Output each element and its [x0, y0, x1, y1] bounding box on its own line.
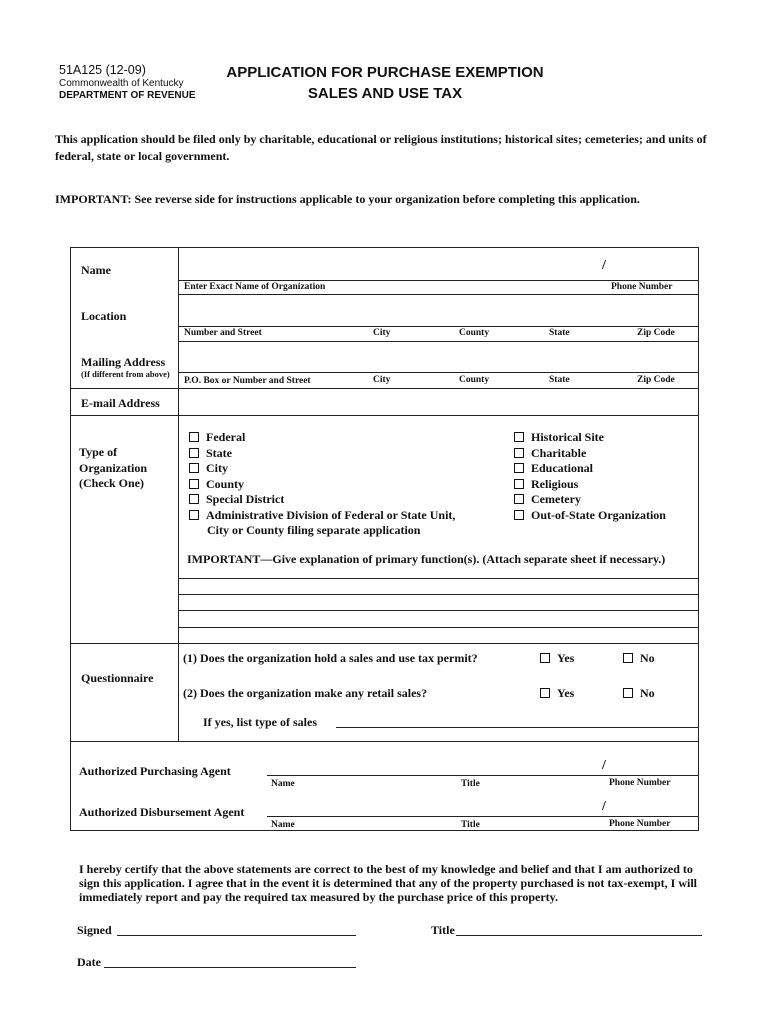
option-historical-site[interactable]: Historical Site	[514, 430, 666, 446]
phone-slash: /	[602, 258, 606, 273]
checkbox[interactable]	[514, 448, 524, 458]
checkbox[interactable]	[514, 479, 524, 489]
explanation-line[interactable]	[179, 627, 699, 628]
disbursement-name-caption: Name	[271, 820, 295, 830]
signature-title-label: Title	[431, 923, 455, 937]
explanation-line[interactable]	[179, 610, 699, 611]
phone-caption: Phone Number	[611, 282, 673, 292]
option-administrative-division-cont: City or County filing separate application	[207, 523, 421, 537]
option-out-of-state[interactable]: Out-of-State Organization	[514, 508, 666, 524]
q1-no[interactable]: No	[623, 651, 655, 667]
date-line[interactable]	[104, 967, 356, 968]
location-label: Location	[81, 309, 127, 323]
checkbox[interactable]	[623, 653, 633, 663]
signature-title-line[interactable]	[456, 935, 702, 936]
location-field[interactable]	[180, 296, 697, 325]
location-county-caption: County	[459, 328, 490, 338]
retail-sales-followup: If yes, list type of sales	[203, 715, 317, 729]
checkbox[interactable]	[189, 463, 199, 473]
purchasing-name-caption: Name	[271, 779, 295, 789]
mailing-field[interactable]	[180, 343, 697, 371]
checkbox[interactable]	[540, 688, 550, 698]
q2-no[interactable]: No	[623, 686, 655, 702]
option-special-district[interactable]: Special District	[189, 492, 455, 508]
mailing-state-caption: State	[549, 375, 570, 385]
important-notice: IMPORTANT: See reverse side for instructions applicable to your organization before completing this application.	[55, 192, 640, 206]
checkbox[interactable]	[514, 494, 524, 504]
q1-yes[interactable]: Yes	[540, 651, 574, 667]
location-state-caption: State	[549, 328, 570, 338]
divider	[70, 643, 699, 644]
location-street-caption: Number and Street	[184, 328, 262, 338]
q2-yes[interactable]: Yes	[540, 686, 574, 702]
form-title-line2: SALES AND USE TAX	[307, 85, 463, 102]
location-city-caption: City	[373, 328, 391, 338]
option-administrative-division[interactable]: Administrative Division of Federal or State Unit,	[189, 508, 455, 524]
org-name-field[interactable]	[180, 249, 697, 279]
option-cemetery[interactable]: Cemetery	[514, 492, 666, 508]
question-2: (2) Does the organization make any retail sales?	[183, 686, 428, 700]
checkbox[interactable]	[514, 432, 524, 442]
org-name-caption: Enter Exact Name of Organization	[184, 282, 326, 292]
checkbox[interactable]	[189, 494, 199, 504]
purchasing-phone-caption: Phone Number	[609, 778, 671, 788]
phone-slash: /	[602, 799, 606, 814]
questionnaire-label: Questionnaire	[81, 671, 154, 685]
divider	[70, 415, 699, 416]
explanation-line[interactable]	[179, 594, 699, 595]
disbursement-phone-caption: Phone Number	[609, 819, 671, 829]
checkbox[interactable]	[540, 653, 550, 663]
column-divider	[178, 247, 179, 741]
form-title-line1: APPLICATION FOR PURCHASE EXEMPTION	[226, 64, 544, 81]
purchasing-agent-line[interactable]	[267, 775, 699, 776]
email-label: E-mail Address	[81, 396, 160, 410]
mailing-county-caption: County	[459, 375, 490, 385]
intro-paragraph: This application should be filed only by charitable, educational or religious institutions; historical sites; cemeteries; and units of federal, state or local government.	[55, 132, 707, 163]
signed-line[interactable]	[117, 935, 356, 936]
certification-paragraph: I hereby certify that the above statements are correct to the best of my knowledge and belief and that I am authorized to sign this application. I agree that in the event it is determined that any of the property purchased is not tax-exempt, I will immediately report and pay the required tax measured by the purchase price of this property.	[79, 862, 697, 904]
mailing-zip-caption: Zip Code	[637, 375, 675, 385]
name-label: Name	[81, 263, 111, 277]
option-educational[interactable]: Educational	[514, 461, 666, 477]
phone-slash: /	[602, 758, 606, 773]
primary-function-instruction: IMPORTANT—Give explanation of primary function(s). (Attach separate sheet if necessary.)	[187, 552, 666, 566]
option-religious[interactable]: Religious	[514, 477, 666, 493]
checkbox[interactable]	[189, 479, 199, 489]
checkbox[interactable]	[514, 510, 524, 520]
email-field[interactable]	[180, 390, 697, 414]
option-federal[interactable]: Federal	[189, 430, 455, 446]
option-state[interactable]: State	[189, 446, 455, 462]
question-1: (1) Does the organization hold a sales and use tax permit?	[183, 651, 478, 665]
mailing-city-caption: City	[373, 375, 391, 385]
checkbox[interactable]	[514, 463, 524, 473]
purchasing-agent-label: Authorized Purchasing Agent	[79, 764, 231, 778]
option-charitable[interactable]: Charitable	[514, 446, 666, 462]
checkbox[interactable]	[189, 510, 199, 520]
type-label: Type of Organization (Check One)	[79, 445, 147, 490]
purchasing-title-caption: Title	[461, 779, 480, 789]
option-city[interactable]: City	[189, 461, 455, 477]
mailing-address-label: Mailing Address	[81, 355, 166, 369]
mailing-note: (If different from above)	[81, 369, 170, 379]
checkbox[interactable]	[623, 688, 633, 698]
divider	[70, 741, 699, 742]
location-zip-caption: Zip Code	[637, 328, 675, 338]
explanation-line[interactable]	[179, 578, 699, 579]
date-label: Date	[77, 955, 101, 969]
org-type-right-options	[514, 430, 666, 523]
form-number: 51A125 (12-09)	[59, 63, 146, 77]
department-name: DEPARTMENT OF REVENUE	[59, 90, 196, 101]
org-type-left-options	[189, 430, 455, 539]
disbursement-title-caption: Title	[461, 820, 480, 830]
checkbox[interactable]	[189, 448, 199, 458]
disbursement-agent-line[interactable]	[267, 816, 699, 817]
retail-sales-input[interactable]	[336, 727, 699, 728]
disbursement-agent-label: Authorized Disbursement Agent	[79, 805, 245, 819]
signed-label: Signed	[77, 923, 112, 937]
checkbox[interactable]	[189, 432, 199, 442]
mailing-street-caption: P.O. Box or Number and Street	[184, 376, 311, 386]
agency-name: Commonwealth of Kentucky	[59, 78, 184, 89]
option-county[interactable]: County	[189, 477, 455, 493]
